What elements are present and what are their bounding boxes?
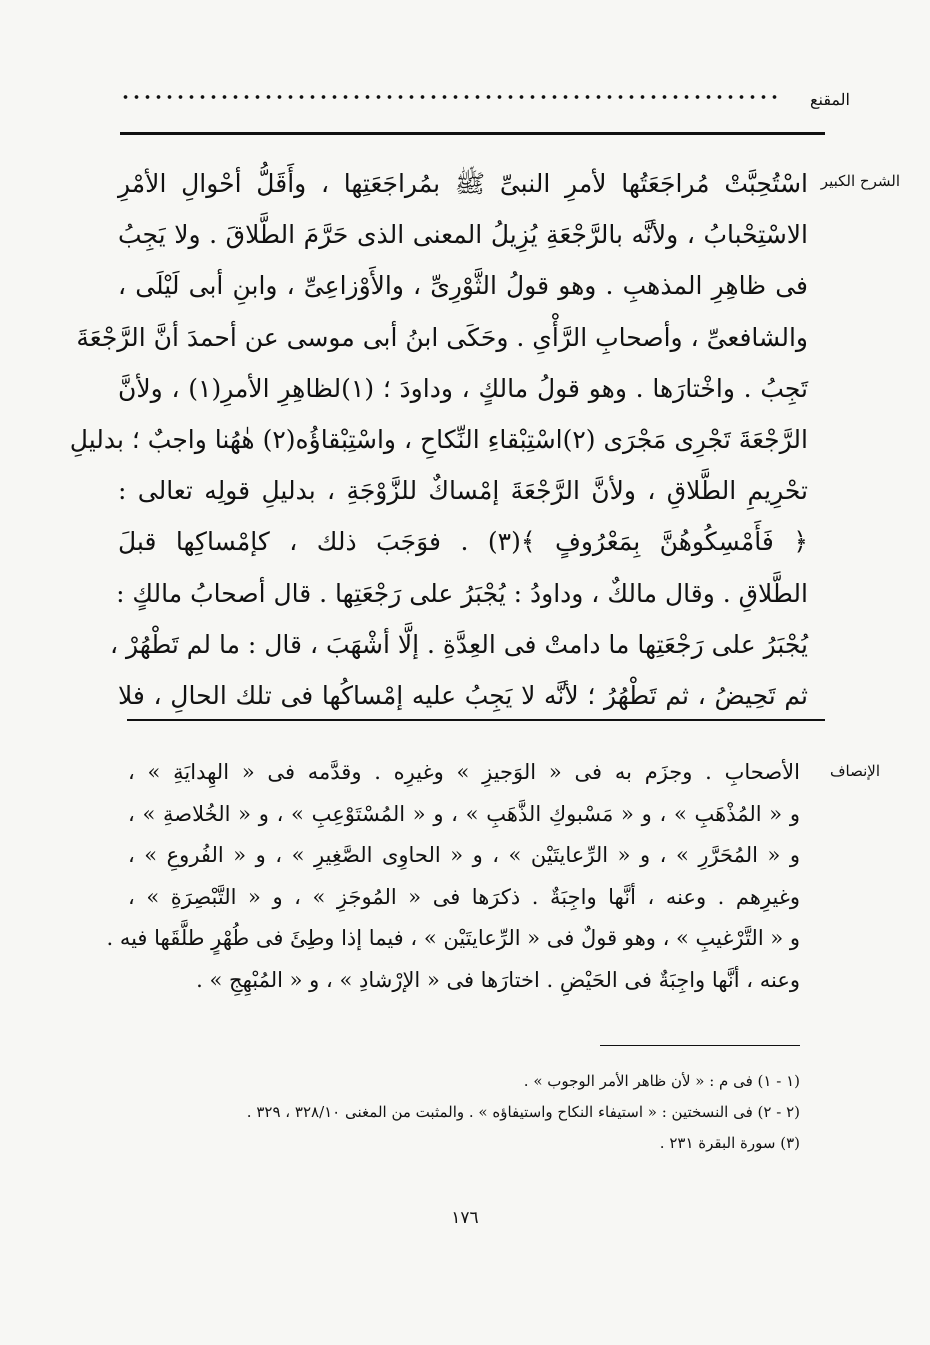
header-rule — [120, 132, 825, 135]
header-dotted-rule — [120, 93, 780, 101]
text-line: وغيرِهم . وعنه ، أنَّها واجِبَةٌ . ذكرَها فى « المُوجَزِ » ، و « التَّبْصِرَةِ » ، — [128, 884, 800, 909]
section-divider — [127, 719, 825, 721]
text-line: وعنه ، أنَّها واجِبَةٌ فى الحَيْضِ . اختارَها فى « الإرْشادِ » ، و « المُبْهِجِ » . — [196, 967, 800, 992]
text-line: والشافعىِّ ، وأصحابِ الرَّأْىِ . وحَكَى ابنُ أبى موسى عن أحمدَ أنَّ الرَّجْعَةَ — [76, 322, 808, 352]
insaf-section-label: الإنصاف — [829, 762, 880, 780]
text-line: فى ظاهِرِ المذهبِ . وهو قولُ الثَّوْرِىِّ ، والأَوْزاعِىِّ ، وابنِ أبى لَيْلَى ، — [118, 271, 808, 301]
footnote-rule — [600, 1045, 800, 1046]
text-line: و « المُذْهَبِ » ، و « مَسْبوكِ الذَّهَبِ » ، و « المُسْتَوْعِبِ » ، و « الخُلاصةِ » ، — [128, 801, 800, 826]
text-line: الرَّجْعَةَ تَجْرِى مَجْرَى (٢)اسْتِبْقاءِ النِّكاحِ ، واسْتِبْقاؤُه(٢) هٰهُنا واجبٌ ؛ بدليلِ — [69, 424, 808, 454]
footnote: (٣) سورة البقرة ٢٣١ . — [659, 1134, 800, 1152]
text-line: اسْتُحِبَّتْ مُراجَعَتُها لأمرِ النبىِّ ﷺ بمُراجَعَتِها ، وأَقَلُّ أحْوالِ الأمْرِ — [118, 169, 808, 198]
book-title: المقنع — [809, 90, 850, 109]
text-line: الاسْتِحْبابُ ، ولأنَّه بالرَّجْعَةِ يُزِيلُ المعنى الذى حَرَّمَ الطَّلاقَ . ولا يَجِبُ — [118, 220, 808, 250]
sharh-text-block — [69, 158, 809, 721]
text-line: و « التَّرْغيبِ » ، وهو قولٌ فى « الرِّعايتَيْن » ، فيما إذا وطِئَ فى طُهْرٍ طلَّقَها فيه . — [106, 926, 800, 950]
insaf-text-block — [106, 752, 800, 1001]
page-number: ١٧٦ — [451, 1208, 479, 1228]
text-line: الطَّلاقِ . وقال مالكٌ ، وداودُ : يُجْبَرُ على رَجْعَتِها . قال أصحابُ مالكٍ : — [116, 578, 808, 608]
text-line: يُجْبَرُ على رَجْعَتِها ما دامتْ فى العِدَّةِ . إلَّا أشْهَبَ ، قال : ما لم تَطْهُرْ ، — [110, 629, 808, 659]
footnotes — [150, 1066, 800, 1159]
sharh-section-label: الشرح الكبير — [820, 172, 900, 190]
text-line: ﴿ فَأَمْسِكُوهُنَّ بِمَعْرُوفٍ ﴾(٣) . فوَجَبَ ذلك ، كإمْساكِها قبلَ — [118, 527, 808, 557]
footnote: (١ - ١) فى م : « لأن ظاهر الأمر الوجوب » . — [523, 1072, 800, 1090]
text-line: ثم تَحِيضُ ، ثم تَطْهُرُ ؛ لأنَّه لا يَجِبُ عليه إمْساكُها فى تلك الحالِ ، فلا — [118, 680, 808, 710]
footnote: (٢ - ٢) فى النسختين : « استيفاء النكاح واستيفاؤه » . والمثبت من المغنى ٣٢٨/١٠ ، ٣٢٩ . — [246, 1103, 800, 1121]
text-line: تحْرِيمِ الطَّلاقِ ، ولأنَّ الرَّجْعَةَ إمْساكٌ للزَّوْجَةِ ، بدليلِ قولِه تعالى : — [118, 476, 808, 506]
text-line: الأصحابِ . وجزَم به فى « الوَجيزِ » وغيرِه . وقدَّمه فى « الهِدايَةِ » ، — [128, 760, 800, 784]
text-line: و « المُحَرَّرِ » ، و « الرِّعايتَيْن » ، و « الحاوِى الصَّغِيرِ » ، و « الفُروعِ » ، — [128, 843, 800, 867]
text-line: تَجِبُ . واخْتارَها . وهو قولُ مالكٍ ، وداودَ ؛ (١)لظاهِرِ الأمرِ(١) ، ولأنَّ — [118, 373, 809, 403]
